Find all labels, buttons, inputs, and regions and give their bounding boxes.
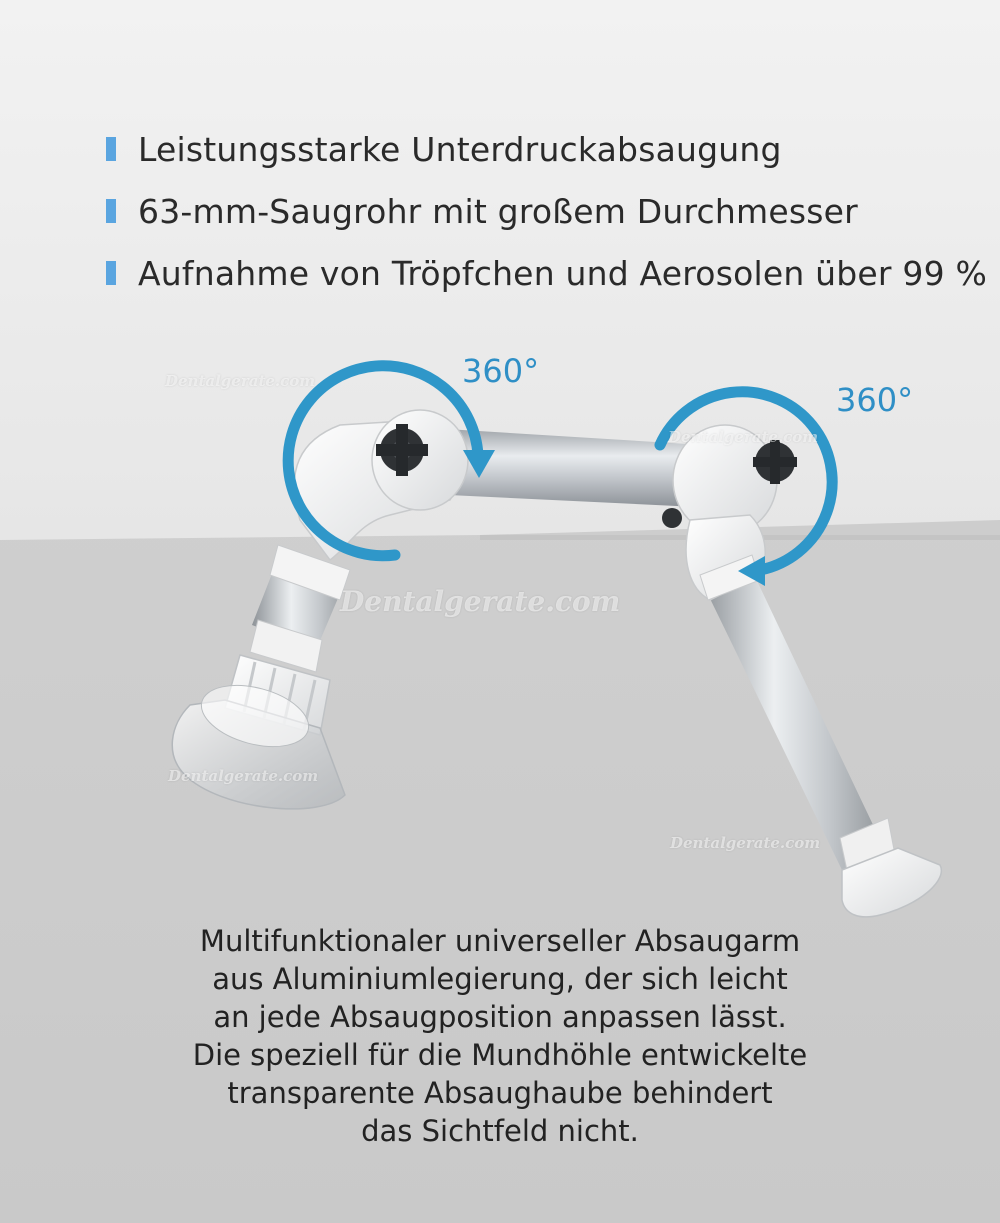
- right-foot: [840, 818, 941, 917]
- rotation-label-right: 360°: [836, 381, 914, 419]
- rotation-label-left: 360°: [462, 352, 540, 390]
- description-line: an jede Absaugposition anpassen lässt.: [213, 1000, 787, 1034]
- feature-text: Leistungsstarke Unterdruckabsaugung: [138, 129, 782, 169]
- feature-text: 63-mm-Saugrohr mit großem Durchmesser: [138, 191, 858, 231]
- watermark: Dentalgerate.com: [165, 372, 316, 390]
- watermark: Dentalgerate.com: [340, 585, 621, 618]
- watermark: Dentalgerate.com: [668, 428, 819, 446]
- watermark: Dentalgerate.com: [670, 834, 821, 852]
- right-long-tube: [700, 562, 885, 870]
- description-line: das Sichtfeld nicht.: [361, 1114, 639, 1148]
- description-line: Die speziell für die Mundhöhle entwickelte: [192, 1038, 808, 1072]
- description-line: Multifunktionaler universeller Absaugarm: [199, 924, 801, 958]
- description-line: aus Aluminiumlegierung, der sich leicht: [212, 962, 788, 996]
- feature-text: Aufnahme von Tröpfchen und Aerosolen über 99 %: [138, 253, 988, 293]
- product-description: [100, 922, 900, 1150]
- watermark: Dentalgerate.com: [168, 767, 319, 785]
- description-line: transparente Absaughaube behindert: [227, 1076, 773, 1110]
